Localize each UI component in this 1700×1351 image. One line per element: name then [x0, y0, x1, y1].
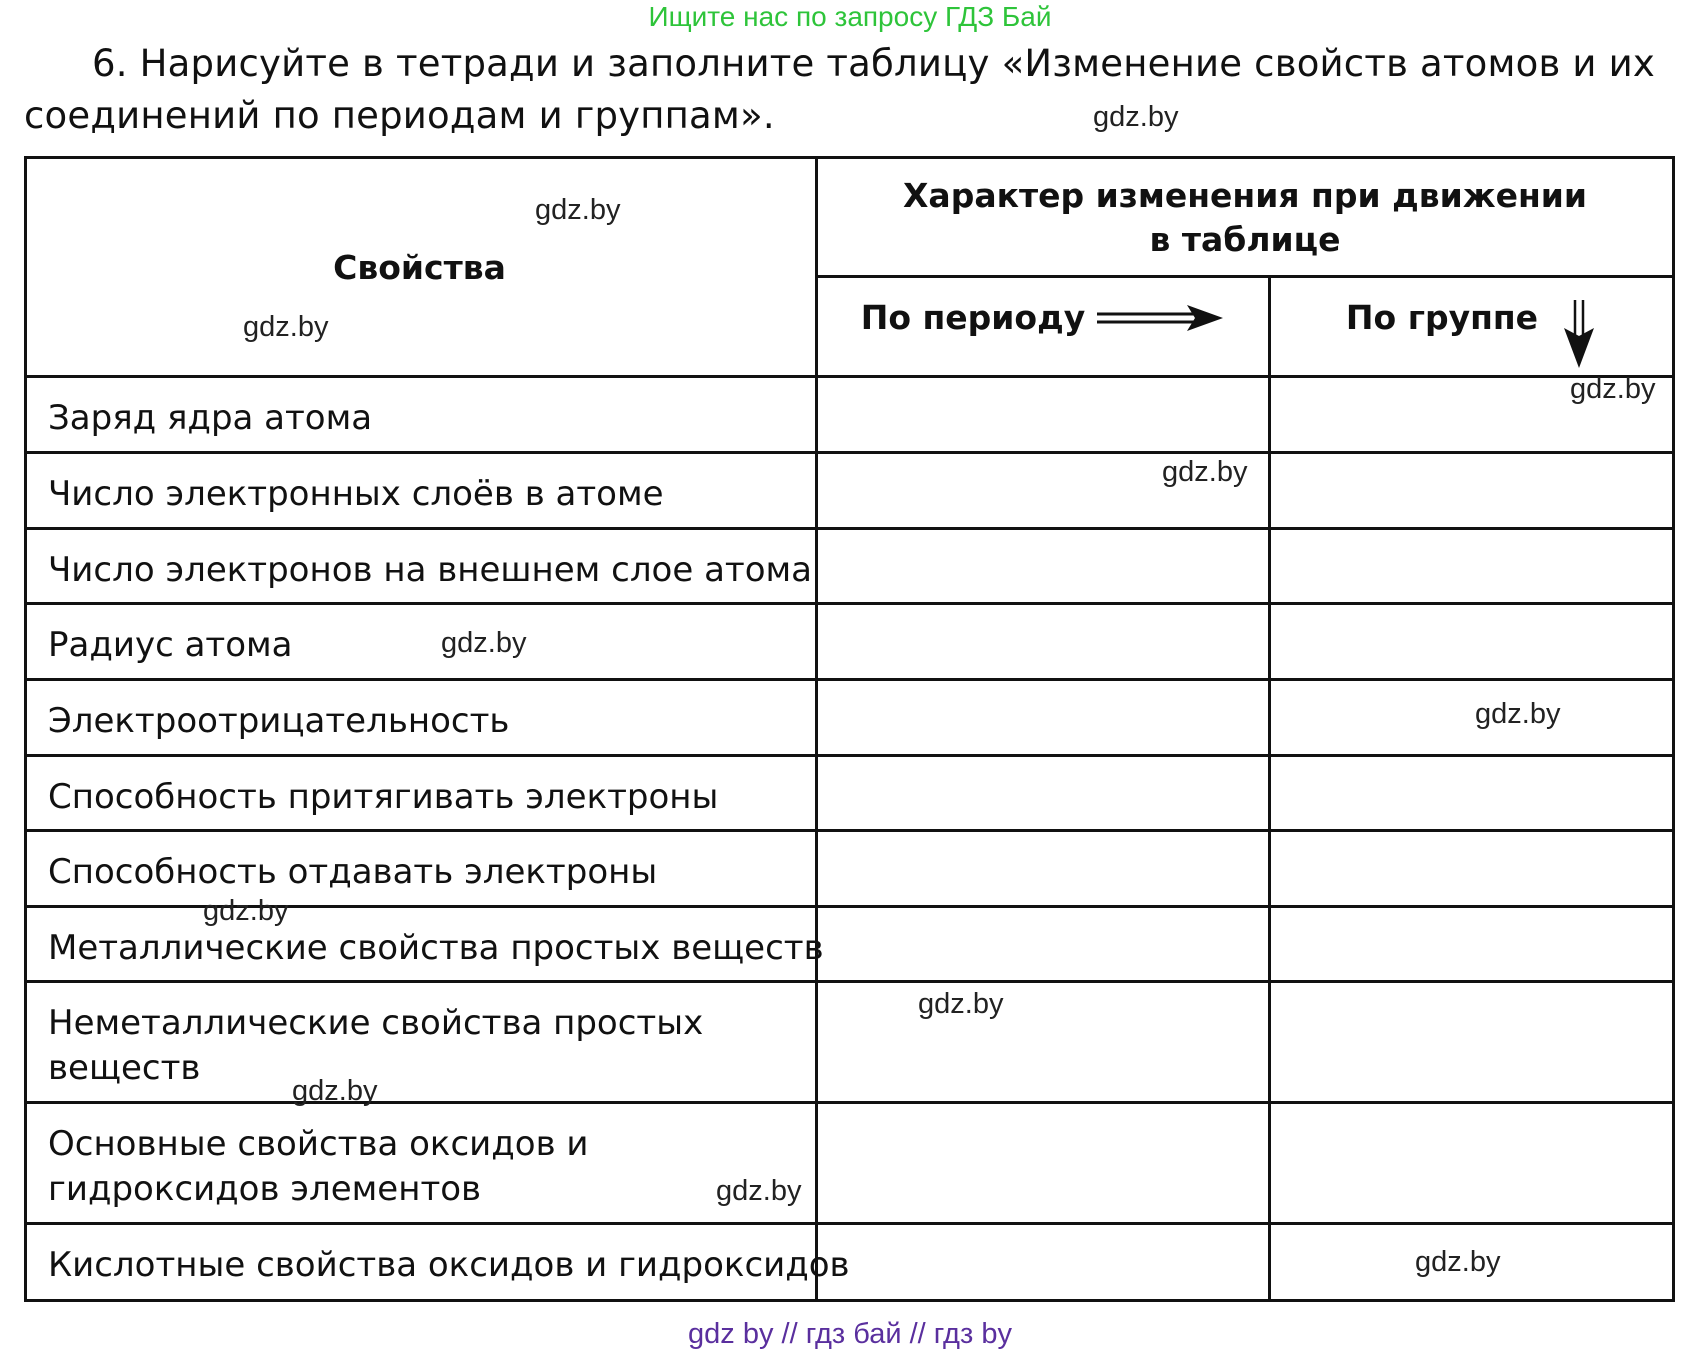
header-period: [818, 296, 1268, 340]
watermark: gdz.by: [1475, 698, 1561, 730]
header-group-label: По группе: [1345, 298, 1539, 337]
table-divider: [24, 1101, 1675, 1104]
row-property: Металлические свойства простых веществ: [48, 928, 824, 968]
double-arrow-right-icon: [1095, 303, 1225, 333]
table-divider: [24, 980, 1675, 983]
table-divider: [24, 451, 1675, 454]
row-property: Кислотные свойства оксидов и гидроксидов: [48, 1245, 850, 1285]
row-property: Число электронов на внешнем слое атома: [48, 550, 813, 590]
table-divider: [24, 754, 1675, 757]
row-property: Число электронных слоёв в атоме: [48, 474, 664, 514]
header-period-label: По периоду: [860, 298, 1086, 337]
row-property: Неметаллические свойства простых веществ: [48, 1003, 704, 1088]
double-arrow-down-icon: [1560, 298, 1600, 370]
header-group: [1271, 296, 1675, 370]
row-property: Способность отдавать электроны: [48, 852, 658, 892]
watermark: gdz.by: [1162, 456, 1248, 488]
row-property: Основные свойства оксидов и гидроксидов элементов: [48, 1124, 589, 1209]
footer-watermark[interactable]: gdz by // гдз бай // гдз by: [688, 1318, 1012, 1350]
table-divider: [24, 678, 1675, 681]
watermark: gdz.by: [918, 988, 1004, 1020]
table-divider: [24, 602, 1675, 605]
row-property: Способность притягивать электроны: [48, 777, 719, 817]
task-text: 6. Нарисуйте в тетради и заполните таблицу «Изменение свойств атомов и их соединений по периодам и группам».: [24, 42, 1655, 137]
table-divider: [24, 527, 1675, 530]
watermark: gdz.by: [1093, 101, 1179, 133]
watermark: gdz.by: [716, 1175, 802, 1207]
watermark: gdz.by: [535, 194, 621, 226]
row-property: Радиус атома: [48, 625, 293, 665]
search-banner[interactable]: Ищите нас по запросу ГДЗ Бай: [648, 1, 1052, 32]
watermark: gdz.by: [441, 627, 527, 659]
row-property: Заряд ядра атома: [48, 398, 373, 438]
watermark: gdz.by: [292, 1075, 378, 1107]
watermark: gdz.by: [203, 895, 289, 927]
table-divider: [1268, 275, 1271, 1302]
table-divider: [24, 1222, 1675, 1225]
watermark: gdz.by: [1415, 1246, 1501, 1278]
watermark: gdz.by: [243, 311, 329, 343]
table-divider: [815, 275, 1675, 278]
row-property: Электроотрицательность: [48, 701, 510, 741]
table-divider: [24, 829, 1675, 832]
header-properties: Свойства: [333, 248, 506, 287]
header-change-character: Характер изменения при движении в таблице: [902, 176, 1587, 259]
watermark: gdz.by: [1570, 373, 1656, 405]
table-divider: [24, 375, 1675, 378]
